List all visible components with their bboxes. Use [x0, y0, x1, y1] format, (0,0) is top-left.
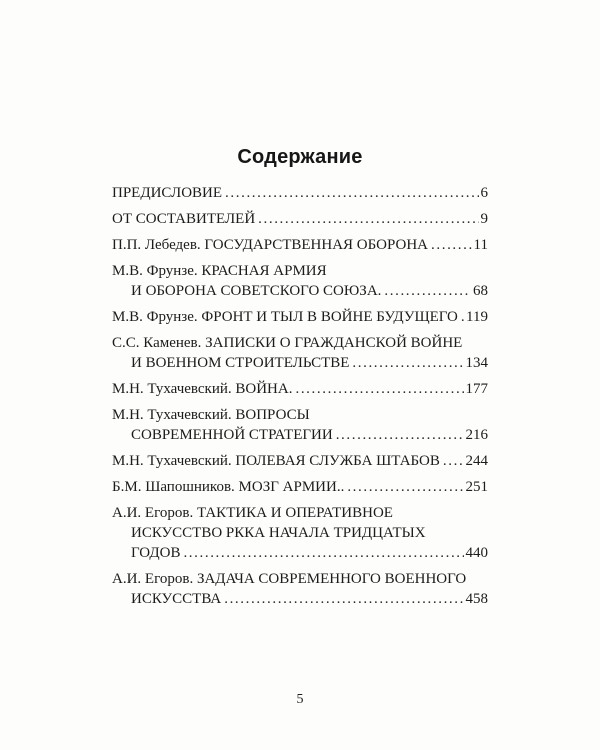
- dot-leader: [258, 209, 478, 229]
- toc-entry-text: ОТ СОСТАВИТЕЛЕЙ: [112, 211, 256, 227]
- toc-page-number: 11: [473, 237, 488, 253]
- toc-page-number: 177: [465, 381, 488, 397]
- toc-entry-line: [112, 353, 488, 373]
- toc-entry-line: [112, 523, 488, 543]
- toc-entry-text: С.С. Каменев. ЗАПИСКИ О ГРАЖДАНСКОЙ ВОЙНЕ: [112, 335, 463, 351]
- dot-leader: [183, 543, 463, 563]
- dot-leader: [352, 353, 463, 373]
- toc-entry-text: ПРЕДИСЛОВИЕ: [112, 185, 223, 201]
- toc-page-number: 6: [480, 185, 488, 201]
- toc-entry: [112, 307, 488, 327]
- toc-entry: [112, 183, 488, 203]
- dot-leader: [384, 281, 471, 301]
- toc-entry: [112, 569, 488, 609]
- page-number: 5: [296, 692, 304, 707]
- toc-entry: [112, 261, 488, 301]
- toc-entry: [112, 451, 488, 471]
- toc-entry-text: СОВРЕМЕННОЙ СТРАТЕГИИ: [131, 427, 333, 443]
- dot-leader: [431, 235, 472, 255]
- toc-entry-text: И ВОЕННОМ СТРОИТЕЛЬСТВЕ: [131, 355, 350, 371]
- toc-page-number: 68: [473, 283, 488, 299]
- toc-entry-line: [112, 261, 488, 281]
- toc-page-number: 251: [465, 479, 488, 495]
- dot-leader: [347, 477, 463, 497]
- toc-page-number: 9: [480, 211, 488, 227]
- dot-leader: [295, 379, 463, 399]
- toc-entry-line: [112, 589, 488, 609]
- page-title: Содержание: [237, 146, 363, 168]
- dot-leader: [461, 307, 464, 327]
- toc-entry-line: [112, 405, 488, 425]
- toc-entry-text: М.Н. Тухачевский. ВОЙНА.: [112, 381, 293, 397]
- toc-entry-text: М.В. Фрунзе. ФРОНТ И ТЫЛ В ВОЙНЕ БУДУЩЕГО: [112, 309, 458, 325]
- toc-page-number: 458: [465, 591, 488, 607]
- toc-entry-text: А.И. Егоров. ЗАДАЧА СОВРЕМЕННОГО ВОЕННОГО: [112, 571, 467, 587]
- toc-entry-text: ГОДОВ: [131, 545, 181, 561]
- toc-entry-line: [112, 477, 488, 497]
- dot-leader: [443, 451, 464, 471]
- toc-entry-line: [112, 503, 488, 523]
- toc-entry: [112, 405, 488, 445]
- toc-entry-text: П.П. Лебедев. ГОСУДАРСТВЕННАЯ ОБОРОНА: [112, 237, 429, 253]
- dot-leader: [224, 589, 463, 609]
- toc-entry-line: [112, 307, 488, 327]
- toc-entry-line: [112, 379, 488, 399]
- toc-entry-text: А.И. Егоров. ТАКТИКА И ОПЕРАТИВНОЕ: [112, 505, 393, 521]
- toc-entry-line: [112, 543, 488, 563]
- toc-entry-line: [112, 209, 488, 229]
- dot-leader: [336, 425, 464, 445]
- table-of-contents: [112, 183, 488, 609]
- toc-entry-text: ИСКУССТВО РККА НАЧАЛА ТРИДЦАТЫХ: [131, 525, 426, 541]
- toc-entry-line: [112, 569, 488, 589]
- toc-entry: [112, 209, 488, 229]
- toc-entry-line: [112, 425, 488, 445]
- toc-entry-line: [112, 235, 488, 255]
- toc-entry-text: М.В. Фрунзе. КРАСНАЯ АРМИЯ: [112, 263, 327, 279]
- toc-entry: [112, 235, 488, 255]
- toc-entry-line: [112, 333, 488, 353]
- toc-page-number: 244: [465, 453, 488, 469]
- toc-page-number: 440: [465, 545, 488, 561]
- toc-entry: [112, 503, 488, 563]
- toc-entry-line: [112, 281, 488, 301]
- dot-leader: [225, 183, 478, 203]
- toc-entry-line: [112, 451, 488, 471]
- toc-entry-text: И ОБОРОНА СОВЕТСКОГО СОЮЗА.: [131, 283, 382, 299]
- toc-entry-text: ИСКУССТВА: [131, 591, 222, 607]
- toc-entry-line: [112, 183, 488, 203]
- toc-page-number: 134: [465, 355, 488, 371]
- toc-entry: [112, 379, 488, 399]
- toc-entry: [112, 333, 488, 373]
- toc-entry: [112, 477, 488, 497]
- toc-page-number: 216: [465, 427, 488, 443]
- toc-page-number: 119: [466, 309, 488, 325]
- toc-entry-text: М.Н. Тухачевский. ВОПРОСЫ: [112, 407, 310, 423]
- toc-entry-text: М.Н. Тухачевский. ПОЛЕВАЯ СЛУЖБА ШТАБОВ: [112, 453, 440, 469]
- toc-entry-text: Б.М. Шапошников. МОЗГ АРМИИ..: [112, 479, 345, 495]
